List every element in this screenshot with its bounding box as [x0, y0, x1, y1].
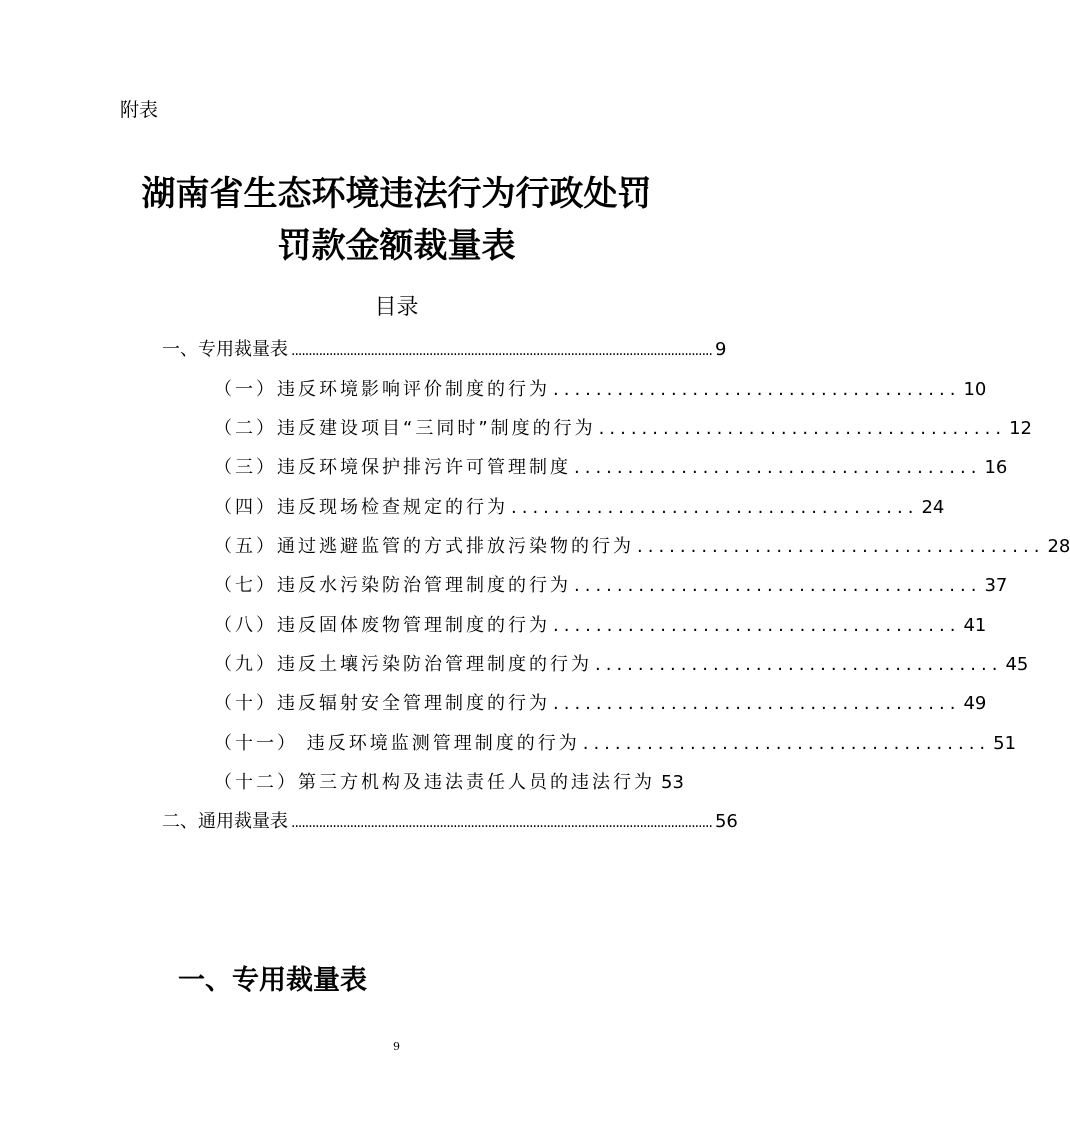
toc-heading: 目录 [374, 295, 419, 320]
toc-entry-page: 41 [963, 615, 987, 636]
toc-entry-page: 56 [714, 811, 738, 832]
document-title-line-2: 罚款金额裁量表 [277, 226, 516, 266]
toc-entry-label: （九）违反土壤污染防治管理制度的行为 [214, 654, 592, 675]
toc-entry[interactable] [214, 651, 1029, 679]
toc-leader: .......................................................................................................................... [291, 343, 712, 359]
toc-entry-label: （十一） 违反环境监测管理制度的行为 [214, 733, 580, 754]
toc-entry[interactable] [214, 533, 1070, 561]
toc-entry-page: 10 [963, 379, 987, 400]
page-number: 9 [393, 1040, 400, 1053]
toc-leader: ...................................... [553, 379, 961, 400]
toc-entry-page: 16 [984, 457, 1008, 478]
toc-leader: .......................................................................................................................... [291, 815, 712, 831]
toc-entry-label: （二）违反建设项目“三同时”制度的行为 [214, 418, 596, 439]
document-title-line-1: 湖南省生态环境违法行为行政处罚 [141, 174, 652, 214]
toc-entry[interactable] [214, 454, 1008, 482]
attachment-label: 附表 [120, 99, 159, 121]
toc-leader: ...................................... [553, 615, 961, 636]
toc-leader: ...................................... [574, 575, 982, 596]
toc-leader: ...................................... [511, 497, 919, 518]
toc-entry-label: （十二）第三方机构及违法责任人员的违法行为 [214, 772, 655, 793]
toc-entry-page: 45 [1005, 654, 1029, 675]
toc-entry-page: 53 [661, 772, 684, 793]
toc-entry-page: 37 [984, 575, 1008, 596]
toc-entry[interactable] [214, 494, 945, 522]
toc-entry-page: 51 [993, 733, 1017, 754]
toc-entry-label: （四）违反现场检查规定的行为 [214, 497, 508, 518]
toc-entry-page: 12 [1009, 418, 1032, 439]
toc-entry-label: （十）违反辐射安全管理制度的行为 [214, 693, 550, 714]
toc-leader: ...................................... [574, 457, 982, 478]
toc-entry[interactable] [214, 769, 684, 797]
toc-leader: ...................................... [595, 654, 1003, 675]
toc-entry-label: （七）违反水污染防治管理制度的行为 [214, 575, 571, 596]
toc-entry-page: 28 [1047, 536, 1070, 557]
toc-entry-label: 二、通用裁量表 [162, 811, 288, 832]
toc-entry-label: （三）违反环境保护排污许可管理制度 [214, 457, 571, 478]
toc-entry[interactable] [214, 690, 987, 718]
toc-entry[interactable] [214, 376, 987, 404]
toc-leader: ...................................... [598, 418, 1007, 439]
toc-leader: ...................................... [553, 693, 961, 714]
toc-entry[interactable] [214, 612, 987, 640]
toc-entry-label: （一）违反环境影响评价制度的行为 [214, 379, 550, 400]
section-heading: 一、专用裁量表 [178, 965, 367, 996]
toc-entry-page: 9 [714, 339, 727, 360]
toc-entry[interactable] [214, 572, 1008, 600]
toc-entry-page: 49 [963, 693, 987, 714]
toc-entry[interactable] [214, 730, 1017, 758]
toc-leader: ...................................... [582, 733, 991, 754]
toc-entry-label: 一、专用裁量表 [162, 339, 288, 360]
toc-entry-top-1[interactable] [162, 336, 727, 365]
toc-entry-label: （八）违反固体废物管理制度的行为 [214, 615, 550, 636]
toc-entry-label: （五）通过逃避监管的方式排放污染物的行为 [214, 536, 634, 557]
toc-entry[interactable] [214, 415, 1032, 443]
toc-entry-top-2[interactable] [162, 808, 738, 837]
toc-leader: ...................................... [637, 536, 1045, 557]
toc-entry-page: 24 [921, 497, 945, 518]
